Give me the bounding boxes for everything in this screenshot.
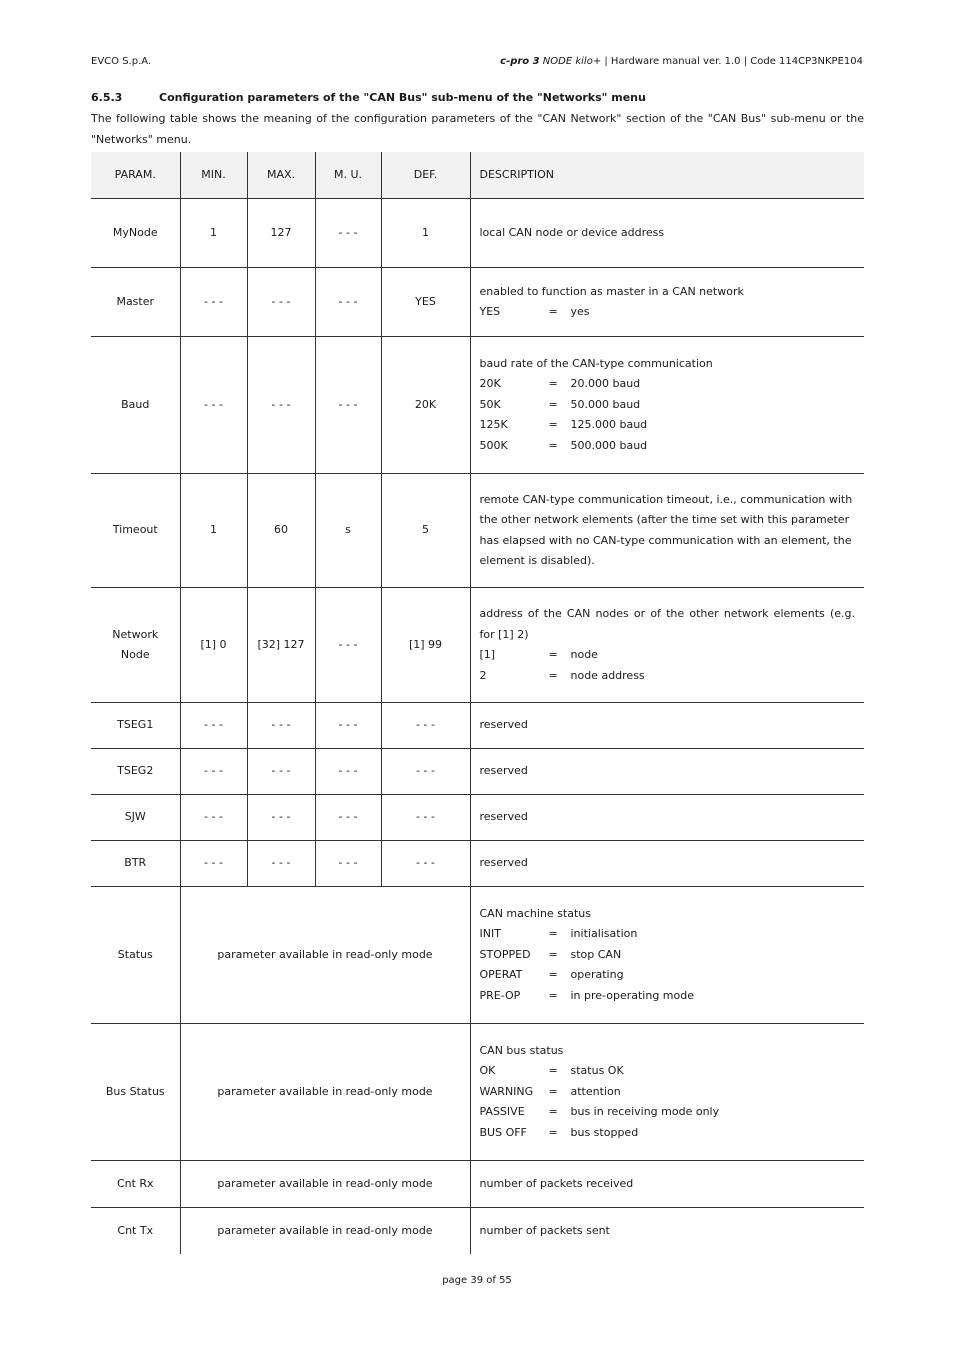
param-name: Master bbox=[91, 268, 180, 337]
option-value: 20.000 baud bbox=[570, 377, 641, 391]
param-default: - - - bbox=[381, 703, 470, 749]
param-min: [1] 0 bbox=[180, 588, 247, 703]
option-equals: = bbox=[548, 377, 558, 391]
param-unit: - - - bbox=[315, 703, 381, 749]
option-line bbox=[480, 986, 856, 1007]
option-value: node bbox=[570, 648, 598, 661]
option-line bbox=[480, 1102, 856, 1123]
option-value: stop CAN bbox=[570, 947, 622, 961]
option-key: YES bbox=[479, 305, 501, 318]
option-line bbox=[480, 395, 856, 416]
header-product-name: c-pro 3 bbox=[500, 56, 540, 67]
table-row bbox=[91, 703, 864, 749]
param-default: 5 bbox=[381, 474, 470, 588]
param-max: [32] 127 bbox=[247, 588, 315, 703]
table-row bbox=[91, 1208, 864, 1254]
option-key: WARNING bbox=[479, 1084, 534, 1098]
read-only-note: parameter available in read-only mode bbox=[180, 1024, 470, 1161]
param-max: 60 bbox=[247, 474, 315, 588]
option-line bbox=[480, 302, 856, 323]
table-row bbox=[91, 795, 864, 841]
option-key: 500K bbox=[479, 438, 508, 452]
param-name: TSEG2 bbox=[91, 749, 180, 795]
option-value: 50.000 baud bbox=[570, 397, 641, 411]
param-name: MyNode bbox=[91, 199, 180, 268]
param-description bbox=[470, 1024, 864, 1161]
option-equals: = bbox=[548, 438, 558, 452]
section-title: Configuration parameters of the "CAN Bus" sub-menu of the "Networks" menu bbox=[159, 91, 646, 104]
option-equals: = bbox=[548, 947, 558, 961]
column-header-description: DESCRIPTION bbox=[470, 152, 864, 199]
option-equals: = bbox=[548, 988, 558, 1002]
option-value: operating bbox=[570, 968, 624, 982]
option-line bbox=[480, 945, 856, 966]
option-key: 50K bbox=[479, 397, 501, 411]
column-header-min: MIN. bbox=[180, 152, 247, 199]
param-max: - - - bbox=[247, 749, 315, 795]
option-equals: = bbox=[548, 418, 558, 432]
param-max: - - - bbox=[247, 703, 315, 749]
option-equals: = bbox=[548, 1125, 558, 1139]
param-unit: - - - bbox=[315, 588, 381, 703]
param-description: reserved bbox=[470, 703, 864, 749]
read-only-note: parameter available in read-only mode bbox=[180, 887, 470, 1024]
param-default: [1] 99 bbox=[381, 588, 470, 703]
param-description: reserved bbox=[470, 795, 864, 841]
section-heading bbox=[91, 91, 646, 104]
option-key: BUS OFF bbox=[479, 1125, 527, 1139]
description-text: CAN bus status bbox=[479, 1043, 564, 1057]
param-name: Cnt Tx bbox=[91, 1208, 180, 1254]
param-min: 1 bbox=[180, 474, 247, 588]
table-row bbox=[91, 337, 864, 474]
param-max: 127 bbox=[247, 199, 315, 268]
parameters-table bbox=[91, 152, 864, 1254]
column-header-param: PARAM. bbox=[91, 152, 180, 199]
option-value: node address bbox=[570, 668, 645, 682]
option-key: PRE-OP bbox=[479, 988, 521, 1002]
table-row bbox=[91, 199, 864, 268]
option-value: attention bbox=[570, 1084, 621, 1098]
option-value: 500.000 baud bbox=[570, 438, 648, 452]
description-text: address of the CAN nodes or of the other network elements (e.g. for [1] 2) bbox=[479, 607, 855, 641]
option-line bbox=[480, 374, 856, 395]
option-key: STOPPED bbox=[479, 947, 531, 961]
param-unit: - - - bbox=[315, 795, 381, 841]
table-row bbox=[91, 1161, 864, 1208]
table-row bbox=[91, 887, 864, 1024]
param-min: - - - bbox=[180, 337, 247, 474]
param-max: - - - bbox=[247, 795, 315, 841]
option-equals: = bbox=[548, 927, 558, 941]
param-description: remote CAN-type communication timeout, i.e., communication with the other network elements (after the time set with this parameter has elapsed with no CAN-type communication with an element, the element is disabled). bbox=[470, 474, 864, 588]
option-line bbox=[480, 965, 856, 986]
param-description bbox=[470, 337, 864, 474]
option-key: OK bbox=[479, 1064, 496, 1078]
param-default: - - - bbox=[381, 795, 470, 841]
param-description: reserved bbox=[470, 841, 864, 887]
option-value: in pre-operating mode bbox=[570, 988, 694, 1002]
option-key: 20K bbox=[479, 377, 501, 391]
option-value: initialisation bbox=[570, 927, 638, 941]
description-text: CAN machine status bbox=[479, 906, 591, 920]
read-only-note: parameter available in read-only mode bbox=[180, 1208, 470, 1254]
param-unit: - - - bbox=[315, 749, 381, 795]
param-max: - - - bbox=[247, 337, 315, 474]
option-line bbox=[480, 436, 856, 457]
option-line bbox=[480, 1061, 856, 1082]
param-name-line: Node bbox=[120, 648, 150, 661]
table-row bbox=[91, 1024, 864, 1161]
param-name: SJW bbox=[91, 795, 180, 841]
option-equals: = bbox=[548, 1064, 558, 1078]
param-min: - - - bbox=[180, 703, 247, 749]
param-default: - - - bbox=[381, 841, 470, 887]
header-product-variant: NODE kilo+ bbox=[539, 56, 602, 67]
option-key: 2 bbox=[479, 668, 487, 682]
option-equals: = bbox=[548, 1084, 558, 1098]
option-line bbox=[480, 666, 856, 687]
table-row bbox=[91, 588, 864, 703]
param-name: Bus Status bbox=[91, 1024, 180, 1161]
section-intro: The following table shows the meaning of the configuration parameters of the "CAN Network" section of the "CAN Bus" sub-menu or the "Networks" menu. bbox=[91, 112, 864, 146]
option-value: bus in receiving mode only bbox=[570, 1105, 720, 1119]
param-unit: - - - bbox=[315, 199, 381, 268]
param-max: - - - bbox=[247, 841, 315, 887]
option-line bbox=[480, 1082, 856, 1103]
param-name: Baud bbox=[91, 337, 180, 474]
param-min: - - - bbox=[180, 749, 247, 795]
param-min: - - - bbox=[180, 841, 247, 887]
param-name: Status bbox=[91, 887, 180, 1024]
description-text: baud rate of the CAN-type communication bbox=[479, 356, 713, 370]
option-equals: = bbox=[548, 397, 558, 411]
option-equals: = bbox=[548, 1105, 558, 1119]
option-key: PASSIVE bbox=[479, 1105, 525, 1119]
page-number: page 39 of 55 bbox=[442, 1275, 512, 1286]
param-default: 1 bbox=[381, 199, 470, 268]
param-description: number of packets received bbox=[470, 1161, 864, 1208]
option-line bbox=[480, 1123, 856, 1144]
param-min: 1 bbox=[180, 199, 247, 268]
param-description bbox=[470, 588, 864, 703]
param-default: 20K bbox=[381, 337, 470, 474]
param-default: YES bbox=[381, 268, 470, 337]
table-row bbox=[91, 268, 864, 337]
option-key: INIT bbox=[479, 927, 501, 941]
option-line bbox=[480, 645, 856, 666]
param-name: Timeout bbox=[91, 474, 180, 588]
param-unit: - - - bbox=[315, 268, 381, 337]
option-value: yes bbox=[570, 305, 590, 318]
param-name bbox=[91, 588, 180, 703]
section-number: 6.5.3 bbox=[91, 91, 123, 104]
param-name: TSEG1 bbox=[91, 703, 180, 749]
param-description bbox=[470, 268, 864, 337]
param-description: local CAN node or device address bbox=[470, 199, 864, 268]
param-description bbox=[470, 887, 864, 1024]
table-header-row bbox=[91, 152, 864, 199]
param-unit: - - - bbox=[315, 337, 381, 474]
param-name: BTR bbox=[91, 841, 180, 887]
param-description: number of packets sent bbox=[479, 1223, 610, 1237]
param-unit: - - - bbox=[315, 841, 381, 887]
option-line bbox=[480, 924, 856, 945]
option-value: bus stopped bbox=[570, 1125, 639, 1139]
param-default: - - - bbox=[381, 749, 470, 795]
param-description: reserved bbox=[470, 749, 864, 795]
param-min: - - - bbox=[180, 268, 247, 337]
header-doc-info bbox=[500, 56, 863, 67]
option-equals: = bbox=[548, 648, 558, 661]
column-header-max: MAX. bbox=[247, 152, 315, 199]
option-value: 125.000 baud bbox=[570, 418, 648, 432]
column-header-mu: M. U. bbox=[315, 152, 381, 199]
read-only-note: parameter available in read-only mode bbox=[180, 1161, 470, 1208]
param-max: - - - bbox=[247, 268, 315, 337]
param-unit: s bbox=[315, 474, 381, 588]
table-row bbox=[91, 841, 864, 887]
option-value: status OK bbox=[570, 1064, 624, 1078]
header-company: EVCO S.p.A. bbox=[91, 56, 152, 67]
param-name: Cnt Rx bbox=[91, 1161, 180, 1208]
param-min: - - - bbox=[180, 795, 247, 841]
option-key: [1] bbox=[479, 648, 496, 661]
table-row bbox=[91, 749, 864, 795]
option-equals: = bbox=[548, 668, 558, 682]
option-equals: = bbox=[548, 305, 558, 318]
description-text: enabled to function as master in a CAN network bbox=[479, 284, 744, 298]
option-equals: = bbox=[548, 968, 558, 982]
table-row bbox=[91, 474, 864, 588]
header-manual-code: | Hardware manual ver. 1.0 | Code 114CP3NKPE104 bbox=[601, 56, 863, 67]
option-line bbox=[480, 415, 856, 436]
param-name-line: Network bbox=[112, 627, 159, 641]
option-key: OPERAT bbox=[479, 968, 523, 982]
option-key: 125K bbox=[479, 418, 508, 432]
column-header-def: DEF. bbox=[381, 152, 470, 199]
